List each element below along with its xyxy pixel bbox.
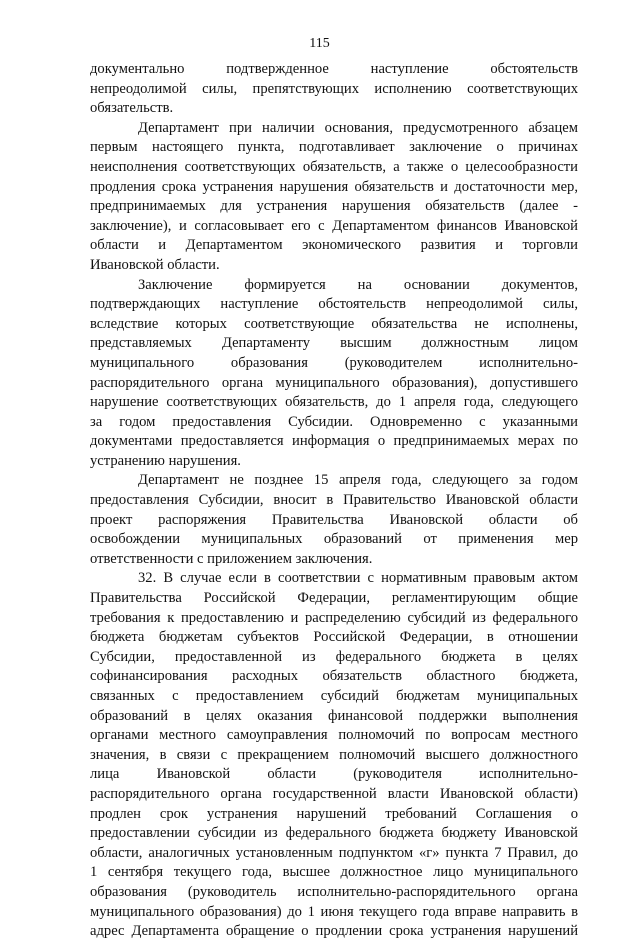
text-line: подтверждающих наступление обстоятельств непреодолимой силы,: [90, 296, 578, 313]
paragraph: [90, 276, 578, 472]
text-line: устранению нарушения.: [90, 452, 241, 469]
text-line: муниципального образования) до 1 июня текущего года вправе направить в: [90, 903, 578, 920]
text-line: Департамент при наличии основания, предусмотренного абзацем: [138, 119, 578, 136]
text-line: предоставлении субсидии из федерального бюджета бюджету Ивановской: [90, 825, 578, 842]
text-line: представляемых Департаменту высшим должностным лицом: [90, 335, 578, 352]
document-body: [90, 60, 578, 942]
text-line: Ивановской области.: [90, 256, 220, 273]
text-line: органами местного самоуправления полномочий по вопросам местного: [90, 727, 578, 744]
page-number: 115: [309, 36, 330, 51]
text-line: обязательств.: [90, 100, 174, 117]
text-line: ответственности с приложением заключения.: [90, 550, 373, 567]
text-line: за годом предоставления Субсидии. Одновременно с указанными: [90, 413, 578, 430]
text-line: распорядительного органа муниципального образования), допустившего: [90, 374, 578, 391]
text-line: адрес Департамента обращение о продлении срока устранения нарушений: [90, 923, 578, 940]
text-line: проект распоряжения Правительства Ивановской области об: [90, 511, 578, 528]
text-line: продления срока устранения нарушения обязательств и достаточности мер,: [90, 178, 578, 195]
text-line: документально подтвержденное наступление обстоятельств: [90, 61, 578, 77]
text-line: неисполнения соответствующих обязательств, а также о целесообразности: [90, 158, 578, 175]
text-line: предпринимаемых для устранения нарушения обязательств (далее -: [90, 198, 578, 215]
text-line: образований в целях оказания финансовой поддержки выполнения: [90, 707, 578, 724]
text-line: 1 сентября текущего года, высшее должностное лицо муниципального: [90, 864, 578, 881]
text-line: освобождении муниципальных образований от применения мер: [90, 531, 578, 548]
text-line: Субсидии, предоставленной из федерального бюджета в целях: [90, 648, 578, 665]
text-line: лица Ивановской области (руководителя исполнительно-: [90, 766, 578, 783]
paragraph: [90, 119, 578, 276]
text-line: муниципального образования (руководителем исполнительно-: [90, 354, 578, 371]
paragraph: [90, 471, 578, 569]
text-line: Правительства Российской Федерации, регламентирующим общие: [90, 590, 578, 607]
text-line: Департамент не позднее 15 апреля года, следующего за годом: [138, 472, 578, 489]
text-line: распорядительного органа государственной власти Ивановской области): [90, 785, 578, 802]
text-line: Заключение формируется на основании документов,: [138, 276, 578, 293]
text-line: заключение), и согласовывает его с Департаментом финансов Ивановской: [90, 217, 578, 234]
text-line: бюджета бюджетам субъектов Российской Федерации, в отношении: [90, 629, 578, 646]
text-line: непреодолимой силы, препятствующих исполнению соответствующих: [90, 80, 578, 97]
text-line: требования к предоставлению и распределению субсидий из федерального: [90, 609, 578, 626]
paragraph: [90, 60, 578, 119]
text-line: предоставления Субсидии, вносит в Правительство Ивановской области: [90, 492, 578, 509]
text-line: области, аналогичных установленным подпунктом «г» пункта 7 Правил, до: [90, 844, 578, 861]
text-line: связанных с предоставлением субсидий бюджетам муниципальных: [90, 688, 578, 704]
paragraph: [90, 569, 578, 941]
text-line: образования (руководитель исполнительно-распорядительного органа: [90, 883, 578, 900]
text-line: вследствие которых соответствующие обязательства не исполнены,: [90, 315, 578, 332]
text-line: первым настоящего пункта, подготавливает заключение о причинах: [90, 139, 578, 156]
text-line: софинансирования расходных обязательств областного бюджета,: [90, 668, 578, 685]
text-line: документами предоставляется информация о предпринимаемых мерах по: [90, 433, 578, 450]
text-line: значения, в связи с прекращением полномочий высшего должностного: [90, 746, 578, 763]
text-line: 32. В случае если в соответствии с нормативным правовым актом: [138, 570, 578, 587]
text-line: области и Департаментом экономического развития и торговли: [90, 237, 578, 254]
text-line: нарушение соответствующих обязательств, до 1 апреля года, следующего: [90, 394, 578, 411]
text-line: продлен срок устранения нарушений требований Соглашения о: [90, 805, 578, 822]
